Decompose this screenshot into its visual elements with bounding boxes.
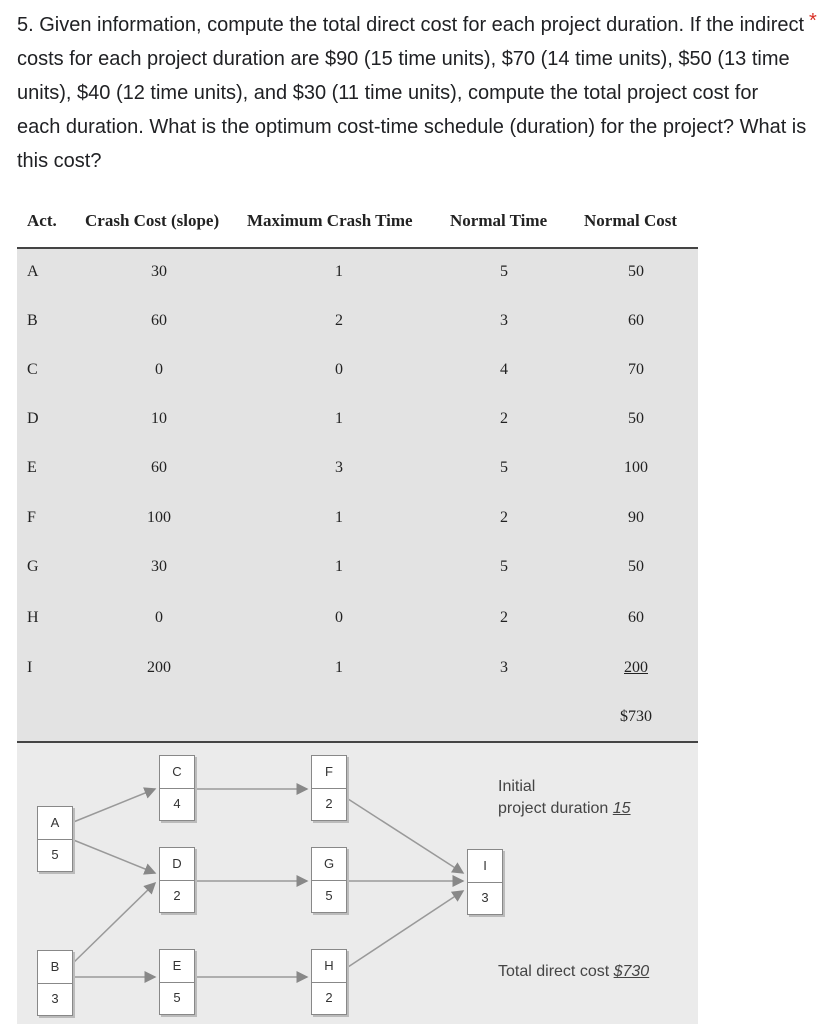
activity-cell: I <box>27 659 33 676</box>
activity-table <box>17 203 698 743</box>
max-crash-time-cell: 0 <box>335 609 343 626</box>
activity-cell: D <box>27 410 39 427</box>
activity-cell: G <box>27 558 39 575</box>
activity-node-b <box>37 950 73 1016</box>
crash-cost-cell: 0 <box>155 609 163 626</box>
activity-node-g <box>311 847 347 913</box>
node-label: B <box>38 951 72 984</box>
node-label: H <box>312 950 346 983</box>
table-row <box>17 312 698 342</box>
table-row <box>17 410 698 440</box>
edge-a-c <box>71 789 155 823</box>
table-row <box>17 459 698 489</box>
crash-cost-cell: 10 <box>151 410 167 427</box>
max-crash-time-cell: 1 <box>335 558 343 575</box>
crash-cost-cell: 100 <box>147 509 171 526</box>
total-row <box>17 708 698 738</box>
node-duration: 3 <box>51 991 59 1006</box>
activity-node-i <box>467 849 503 915</box>
initial-duration-note <box>498 776 631 820</box>
crash-cost-cell: 60 <box>151 459 167 476</box>
node-label: G <box>312 848 346 881</box>
node-label: F <box>312 756 346 789</box>
initial-label: Initial <box>498 778 536 795</box>
duration-label: project duration <box>498 800 609 817</box>
node-duration: 5 <box>173 990 181 1005</box>
activity-node-d <box>159 847 195 913</box>
duration-line <box>498 798 631 820</box>
activity-cell: A <box>27 263 39 280</box>
header-normal-cost: Normal Cost <box>584 211 678 230</box>
max-crash-time-cell: 1 <box>335 509 343 526</box>
activity-cell: E <box>27 459 37 476</box>
edge-f-i <box>345 797 463 873</box>
table-row <box>17 609 698 639</box>
activity-cell: C <box>27 361 38 378</box>
node-duration: 5 <box>325 888 333 903</box>
normal-cost-cell: 60 <box>628 609 644 626</box>
header-activity: Act. <box>27 211 57 230</box>
node-duration: 3 <box>481 890 489 905</box>
header-normal-time: Normal Time <box>450 211 548 230</box>
crash-cost-cell: 30 <box>151 263 167 280</box>
normal-time-cell: 5 <box>500 459 508 476</box>
node-label: I <box>468 850 502 883</box>
activity-cell: H <box>27 609 39 626</box>
normal-cost-cell: 100 <box>624 459 648 476</box>
activity-cell: B <box>27 312 38 329</box>
max-crash-time-cell: 1 <box>335 263 343 280</box>
activity-node-f <box>311 755 347 821</box>
crash-cost-cell: 60 <box>151 312 167 329</box>
table-row <box>17 361 698 391</box>
max-crash-time-cell: 0 <box>335 361 343 378</box>
node-label: A <box>38 807 72 840</box>
required-marker: * <box>809 10 817 32</box>
node-duration: 2 <box>173 888 181 903</box>
normal-cost-cell: 90 <box>628 509 644 526</box>
normal-time-cell: 3 <box>500 659 508 676</box>
max-crash-time-cell: 1 <box>335 410 343 427</box>
activity-node-h <box>311 949 347 1015</box>
crash-cost-cell: 200 <box>147 659 171 676</box>
normal-time-cell: 5 <box>500 263 508 280</box>
table-row <box>17 509 698 539</box>
normal-cost-cell: 50 <box>628 263 644 280</box>
normal-cost-cell: 200 <box>624 659 648 676</box>
max-crash-time-cell: 3 <box>335 459 343 476</box>
header-crash-cost: Crash Cost (slope) <box>85 211 220 230</box>
question-text: 5. Given information, compute the total direct cost for each project duration. If the indirect costs for each project duration are $90 (15 time units), $70 (14 time units), $50 (13 time units), $40 (12 time units), and $30 (11 time units), compute the total project cost for each duration. What is the optimum cost-time schedule (duration) for the project? What is this cost? <box>17 14 807 172</box>
activity-cell: F <box>27 509 36 526</box>
activity-node-a <box>37 806 73 872</box>
max-crash-time-cell: 1 <box>335 659 343 676</box>
normal-time-cell: 3 <box>500 312 508 329</box>
activity-node-e <box>159 949 195 1015</box>
node-label: C <box>160 756 194 789</box>
header-max-crash-time: Maximum Crash Time <box>247 211 413 230</box>
total-normal-cost: $730 <box>620 708 652 725</box>
table-header <box>17 203 698 249</box>
normal-time-cell: 4 <box>500 361 508 378</box>
node-duration: 4 <box>173 796 181 811</box>
normal-time-cell: 2 <box>500 509 508 526</box>
table-row <box>17 558 698 588</box>
edge-b-d <box>71 883 155 965</box>
total-cost-label: Total direct cost <box>498 963 610 980</box>
normal-cost-cell: 70 <box>628 361 644 378</box>
table-row <box>17 263 698 293</box>
normal-time-cell: 5 <box>500 558 508 575</box>
crash-cost-cell: 0 <box>155 361 163 378</box>
edge-a-d <box>71 839 155 873</box>
activity-node-c <box>159 755 195 821</box>
table-row <box>17 659 698 689</box>
normal-time-cell: 2 <box>500 410 508 427</box>
node-duration: 2 <box>325 990 333 1005</box>
node-duration: 2 <box>325 796 333 811</box>
normal-time-cell: 2 <box>500 609 508 626</box>
normal-cost-cell: 60 <box>628 312 644 329</box>
edge-h-i <box>345 891 463 969</box>
total-cost-value: $730 <box>613 963 650 980</box>
node-label: D <box>160 848 194 881</box>
normal-cost-cell: 50 <box>628 410 644 427</box>
network-diagram <box>17 743 698 1024</box>
duration-value: 15 <box>612 800 631 817</box>
crash-cost-cell: 30 <box>151 558 167 575</box>
total-direct-cost-note <box>498 961 649 983</box>
max-crash-time-cell: 2 <box>335 312 343 329</box>
node-label: E <box>160 950 194 983</box>
normal-cost-cell: 50 <box>628 558 644 575</box>
node-duration: 5 <box>51 847 59 862</box>
